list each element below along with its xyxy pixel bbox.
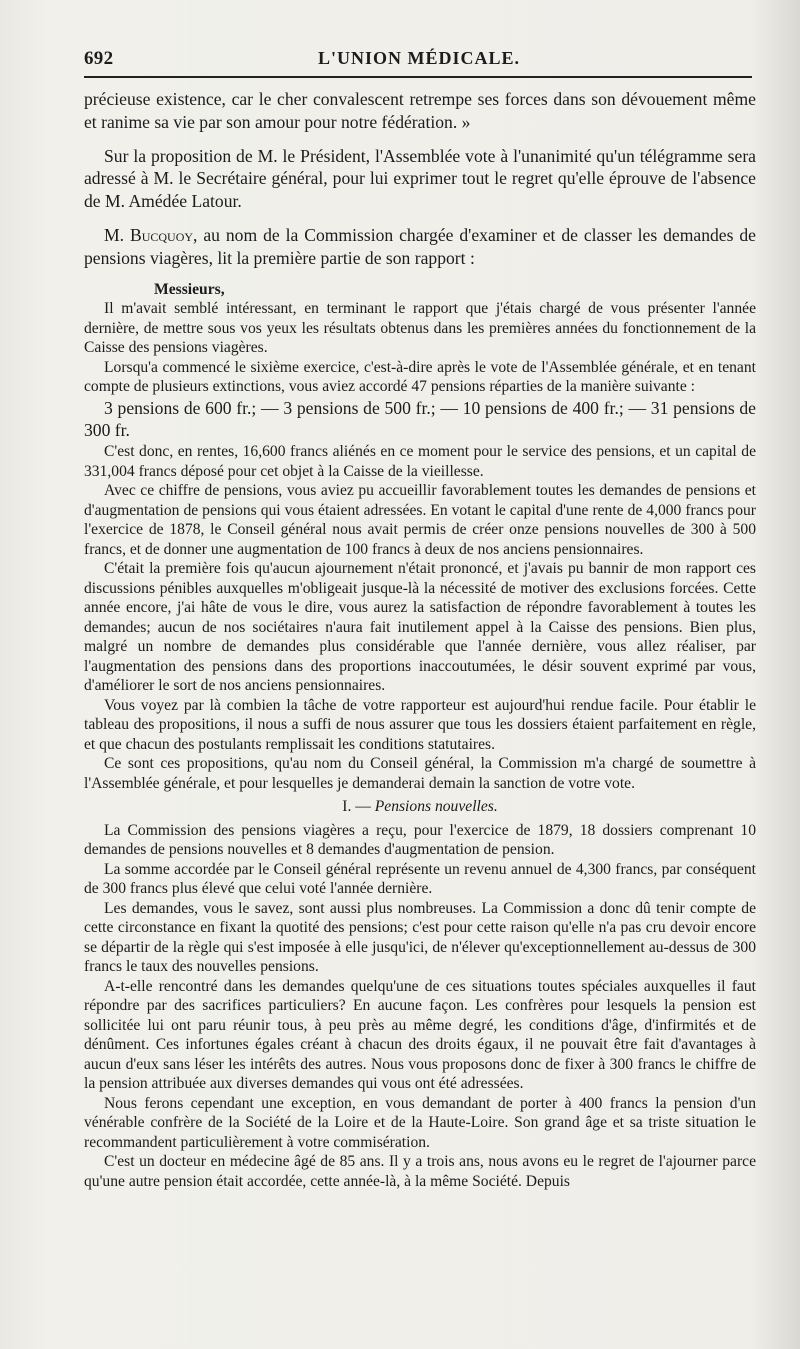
paragraph-telegram-vote: Sur la proposition de M. le Président, l'Assemblée vote à l'unanimité qu'un télégramme sera adressé à M. le Secrétaire général, pour lui exprimer tout le regret qu'elle éprouve de l'absence de M. Amédée Latour. xyxy=(84,145,756,212)
report-paragraph: C'est donc, en rentes, 16,600 francs aliénés en ce moment pour le service des pensions, et un capital de 331,004 francs déposé pour cet objet à la Caisse de la vieillesse. xyxy=(84,443,756,480)
section-title: Pensions nouvelles. xyxy=(374,798,498,816)
report-paragraph: Il m'avait semblé intéressant, en terminant le rapport que j'étais chargé de vous présenter l'année dernière, de mettre sous vos yeux les résultats obtenus dans les premières années du fonctionnement de la Caisse des pensions viagères. xyxy=(84,300,756,357)
section-paragraph: La somme accordée par le Conseil général représente un revenu annuel de 4,300 francs, par conséquent de 300 francs plus élevé que celui voté l'année dernière. xyxy=(84,860,756,898)
report-paragraph: C'était la première fois qu'aucun ajournement n'était prononcé, et j'avais pu bannir de mon rapport ces discussions pénibles auxquelles m'obligeait jusque-là la nécessité de motiver des exclusions forcées. Cette année encore, j'ai hâte de vous le dire, vous aurez la satisfaction de répondre favorablement à toutes les demandes; aucun de nos sociétaires n'aura fait inutilement appel à la Caisse des pensions. Bien plus, malgré un nombre de demandes plus considérable que l'année dernière, vous allez réaliser, par l'augmentation des pensions dans des proportions inaccoutumées, le désir souvent exprimé par vous, d'améliorer le sort de nos anciens pensionnaires. xyxy=(84,560,756,695)
journal-title: L'UNION MÉDICALE. xyxy=(317,48,521,68)
section-paragraph: La Commission des pensions viagères a reçu, pour l'exercice de 1879, 18 dossiers comprenant 10 demandes de pensions nouvelles et 8 demandes d'augmentation de pension. xyxy=(84,821,756,859)
report-intro-text: , au nom de la Commission chargée d'examiner et de classer les demandes de pensions viagères, lit la première partie de son rapport : xyxy=(84,224,756,268)
section-paragraph: A-t-elle rencontré dans les demandes quelqu'une de ces situations toutes spéciales auxquelles il faut répondre par des sacrifices particuliers? En aucune façon. Les confrères pour lesquels la pension est sollicitée lui ont paru réunir tous, à peu près au même degré, les conditions d'âge, d'infirmités et de dénûment. Ces infortunes égales créant à chacun des droits égaux, il ne pouvait être fait d'avantages à aucun d'eux sans léser les intérêts des autres. Nous vous proposons donc de fixer à 300 francs le chiffre de la pension attribuée aux diverses demandes qui vous ont été adressées. xyxy=(84,977,756,1093)
report-paragraph: Avec ce chiffre de pensions, vous aviez pu accueillir favorablement toutes les demandes de pensions et d'augmentation de pensions qui vous étaient adressées. En votant le capital d'une rente de 4,000 francs pour l'exercice de 1878, le Conseil général nous avait permis de créer onze pensions nouvelles de 300 à 500 francs, et de donner une augmentation de 100 francs à deux de nos anciens pensionnaires. xyxy=(84,482,756,558)
report-paragraph: Lorsqu'a commencé le sixième exercice, c'est-à-dire après le vote de l'Assemblée générale, et en tenant compte de plusieurs extinctions, vous aviez accordé 47 pensions réparties de la manière suivante : xyxy=(84,358,756,396)
article-body xyxy=(84,88,756,1191)
section-number: I. — xyxy=(342,798,371,816)
speaker-name: Bucquoy xyxy=(129,224,194,245)
section-paragraph: Les demandes, vous le savez, sont aussi plus nombreuses. La Commission a donc dû tenir compte de cette circonstance en fixant la quotité des pensions; c'est pour cette raison qu'elle n'a pas cru devoir encore se départir de la règle qui s'est imposée à elle jusqu'ici, de n'élever qu'exceptionnellement au-dessus de 300 francs le taux des nouvelles pensions. xyxy=(84,899,756,976)
section-heading xyxy=(84,797,756,817)
header-rule xyxy=(84,76,752,78)
section-paragraph: Nous ferons cependant une exception, en vous demandant de porter à 400 francs la pension d'un vénérable confrère de la Société de la Loire et de la Haute-Loire. Son grand âge et sa triste situation le recommandent particulièrement à votre commisération. xyxy=(84,1094,756,1151)
report-paragraph: Vous voyez par là combien la tâche de votre rapporteur est aujourd'hui rendue facile. Pour établir le tableau des propositions, il nous a suffi de nous assurer que tous les dossiers étaient parfaitement en règle, et que chacun des postulants remplissait les conditions statutaires. xyxy=(84,696,756,753)
paragraph-report-intro xyxy=(84,224,756,270)
title-prefix: M. xyxy=(104,224,125,245)
running-header xyxy=(84,44,754,74)
report-paragraph: Ce sont ces propositions, qu'au nom du Conseil général, la Commission m'a chargé de soumettre à l'Assemblée générale, et pour lesquelles je demanderai demain la sanction de votre vote. xyxy=(84,755,756,792)
paragraph-continuation: précieuse existence, car le cher convalescent retrempe ses forces dans son dévouement même et ranime sa vie par son amour pour notre fédération. » xyxy=(84,89,756,132)
page-number: 692 xyxy=(84,48,114,69)
section-paragraph: C'est un docteur en médecine âgé de 85 ans. Il y a trois ans, nous avons eu le regret de l'ajourner parce qu'une autre pension était accordée, cette année-là, à la même Société. Depuis xyxy=(84,1153,756,1190)
salutation: Messieurs, xyxy=(154,280,225,298)
pension-breakdown: 3 pensions de 600 fr.; — 3 pensions de 500 fr.; — 10 pensions de 400 fr.; — 31 pensions de 300 fr. xyxy=(84,397,756,441)
